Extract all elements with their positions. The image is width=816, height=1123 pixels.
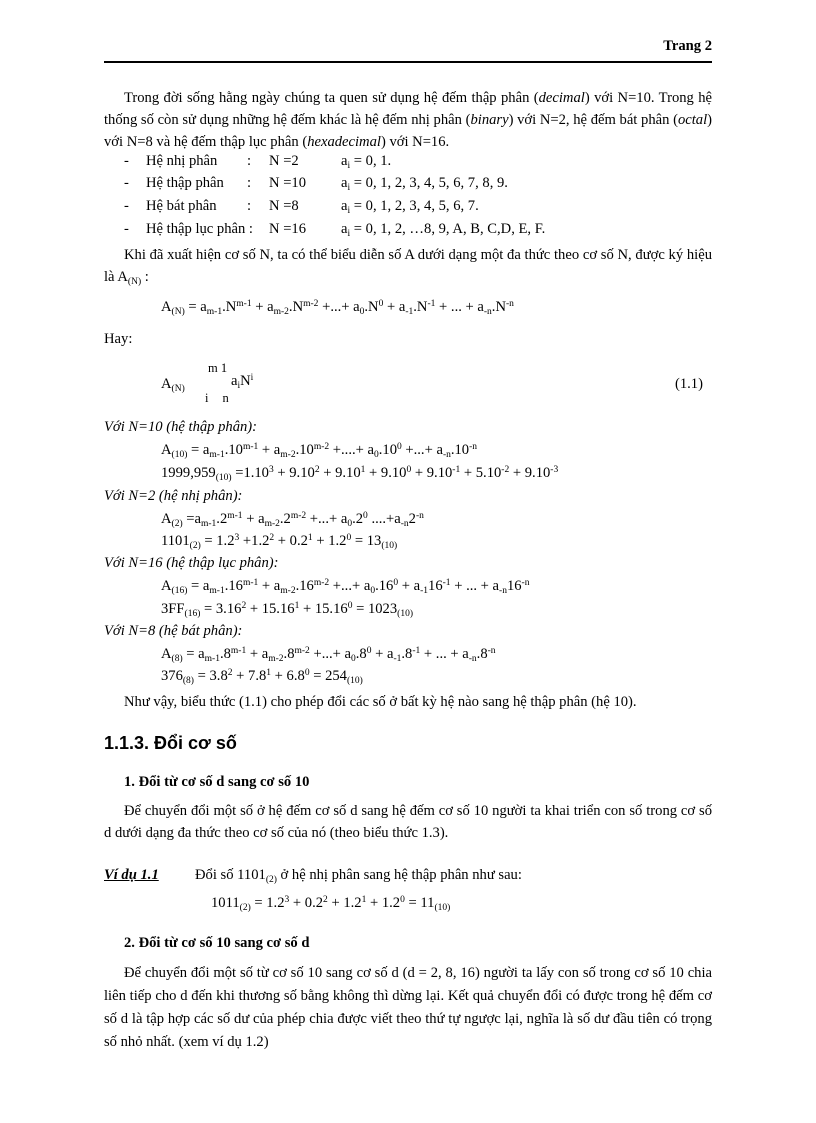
example-base-2: $1101_{(2)} = 1.2^3 +1.2^2 + 0.2^1 + 1.2^0 = 13_{(10)}$ [161,533,398,551]
formula-base-8: $A_{(8)} = a_{m-1}.8^{m-1} + a_{m-2}.8^{m-2}$ +...+ $a_0.8^0 + a_{-1}.8^{-1}$ + ... + $a_{-n}.8^{-n}$ [161,646,496,664]
example-label: Ví dụ 1.1 [104,867,159,883]
formula-lower-limit: i n [205,391,229,405]
heading-base-10: Với N=10 (hệ thập phân): [104,419,258,435]
conclusion-text: Như vậy, biểu thức (1.1) cho phép đổi các số ở bất kỳ hệ nào sang hệ thập phân (hệ 10). [124,694,637,710]
subsection-title-2: 2. Đổi từ cơ số 10 sang cơ số d [124,935,310,951]
example-text: Đổi số $1101_{(2)}$ ở hệ nhị phân sang hệ thập phân như sau: [195,867,522,885]
heading-base-16: Với N=16 (hệ thập lục phân): [104,555,279,571]
formula-lhs: $A_{(N)}$ [161,376,185,394]
example-base-10: $1999,959_{(10)} =1.10^3 + 9.10^2 + 9.10^1 + 9.10^0 + 9.10^{-1} + 5.10^{-2} + 9.10^{-3}$ [161,465,559,483]
formula-base-16: $A_{(16)} = a_{m-1}.16^{m-1} + a_{m-2}.16^{m-2}$ +...+ $a_0.16^0 + a_{-1}16^{-1}$ + ... + $a_{-n}16^{-n}$ [161,578,530,596]
page-header [104,38,712,55]
list-item: - Hệ nhị phân : N =2 $a_i = 0$, 1. [124,153,392,171]
equation-number: (1.1) [675,376,703,392]
subsection-title-1: 1. Đổi từ cơ số d sang cơ số 10 [124,774,310,790]
polynomial-expansion: $A_{(N)} = a_{m-1}.N^{m-1} + a_{m-2}.N^{m-2}$ +...+ $a_0.N^0 + a_{-1}.N^{-1}$ + ... + $a_{-n}.N^{-n}$ [161,299,514,317]
list-item: - Hệ thập phân : N =10 $a_i = 0$, 1, 2, 3, 4, 5, 6, 7, 8, 9. [124,175,508,193]
header-rule [104,61,712,63]
formula-upper-limit: m 1 [208,361,228,375]
example-base-16: $3FF_{(16)} = 3.16^2 + 15.16^1 + 15.16^0 = 1023_{(10)}$ [161,601,413,619]
formula-base-10: $A_{(10)} = a_{m-1}.10^{m-1} + a_{m-2}.10^{m-2}$ +....+ $a_0.10^0$ +...+ $a_{-n}.10^{-n}$ [161,442,478,460]
hay-label: Hay: [104,331,133,347]
formula-term: $a_iN^i$ [231,373,254,391]
example-formula: $1011_{(2)} = 1.2^3 + 0.2^2 + 1.2^1 + 1.2^0 = 11_{(10)}$ [211,895,451,913]
list-item: - Hệ thập lục phân : N =16 $a_i = 0$, 1, 2, …8, 9, A, B, C,D, E, F. [124,221,546,239]
representation-paragraph: Khi đã xuất hiện cơ số N, ta có thể biểu diễn số A dưới dạng một đa thức theo cơ số N, được ký hiệu là $A_{(N)}$ : [104,247,712,287]
section-title: 1.1.3. Đổi cơ số [104,733,237,753]
heading-base-2: Với N=2 (hệ nhị phân): [104,488,243,504]
list-item: - Hệ bát phân : N =8 $a_i = 0$, 1, 2, 3, 4, 5, 6, 7. [124,198,479,216]
page-number: Trang 2 [663,38,712,54]
subsection-body-1: Để chuyển đổi một số ở hệ đếm cơ số d sang hệ đếm cơ số 10 người ta khai triển con số trong cơ số d dưới dạng đa thức theo cơ số của nó (theo biểu thức 1.3). [104,803,712,841]
example-base-8: $376_{(8)} = 3.8^2 + 7.8^1 + 6.8^0 = 254_{(10)}$ [161,668,363,686]
subsection-body-2: Để chuyển đổi một số từ cơ số 10 sang cơ số d (d = 2, 8, 16) người ta lấy con số trong cơ số 10 chia liên tiếp cho d đến khi thương số bằng không thì dừng lại. Kết quả chuyển đổi có được trong hệ đếm cơ số d là tập hợp các số dư của phép chia được viết theo thứ tự ngược lại, nghĩa là số dư đầu tiên có trọng số nhỏ nhất. (xem ví dụ 1.2) [104,965,712,1050]
intro-paragraph: Trong đời sống hằng ngày chúng ta quen sử dụng hệ đếm thập phân (decimal) với N=10. Trong hệ thống số còn sử dụng những hệ đếm khác là hệ đếm nhị phân (binary) với N=2, hệ đếm bát phân (octal) với N=8 và hệ đếm thập lục phân (hexadecimal) với N=16. [104,90,713,150]
formula-base-2: $A_{(2)} =a_{m-1}.2^{m-1} + a_{m-2}.2^{m-2}$ +...+ $a_0.2^0$ $....+a_{-n}2^{-n}$ [161,511,424,529]
heading-base-8: Với N=8 (hệ bát phân): [104,623,243,639]
